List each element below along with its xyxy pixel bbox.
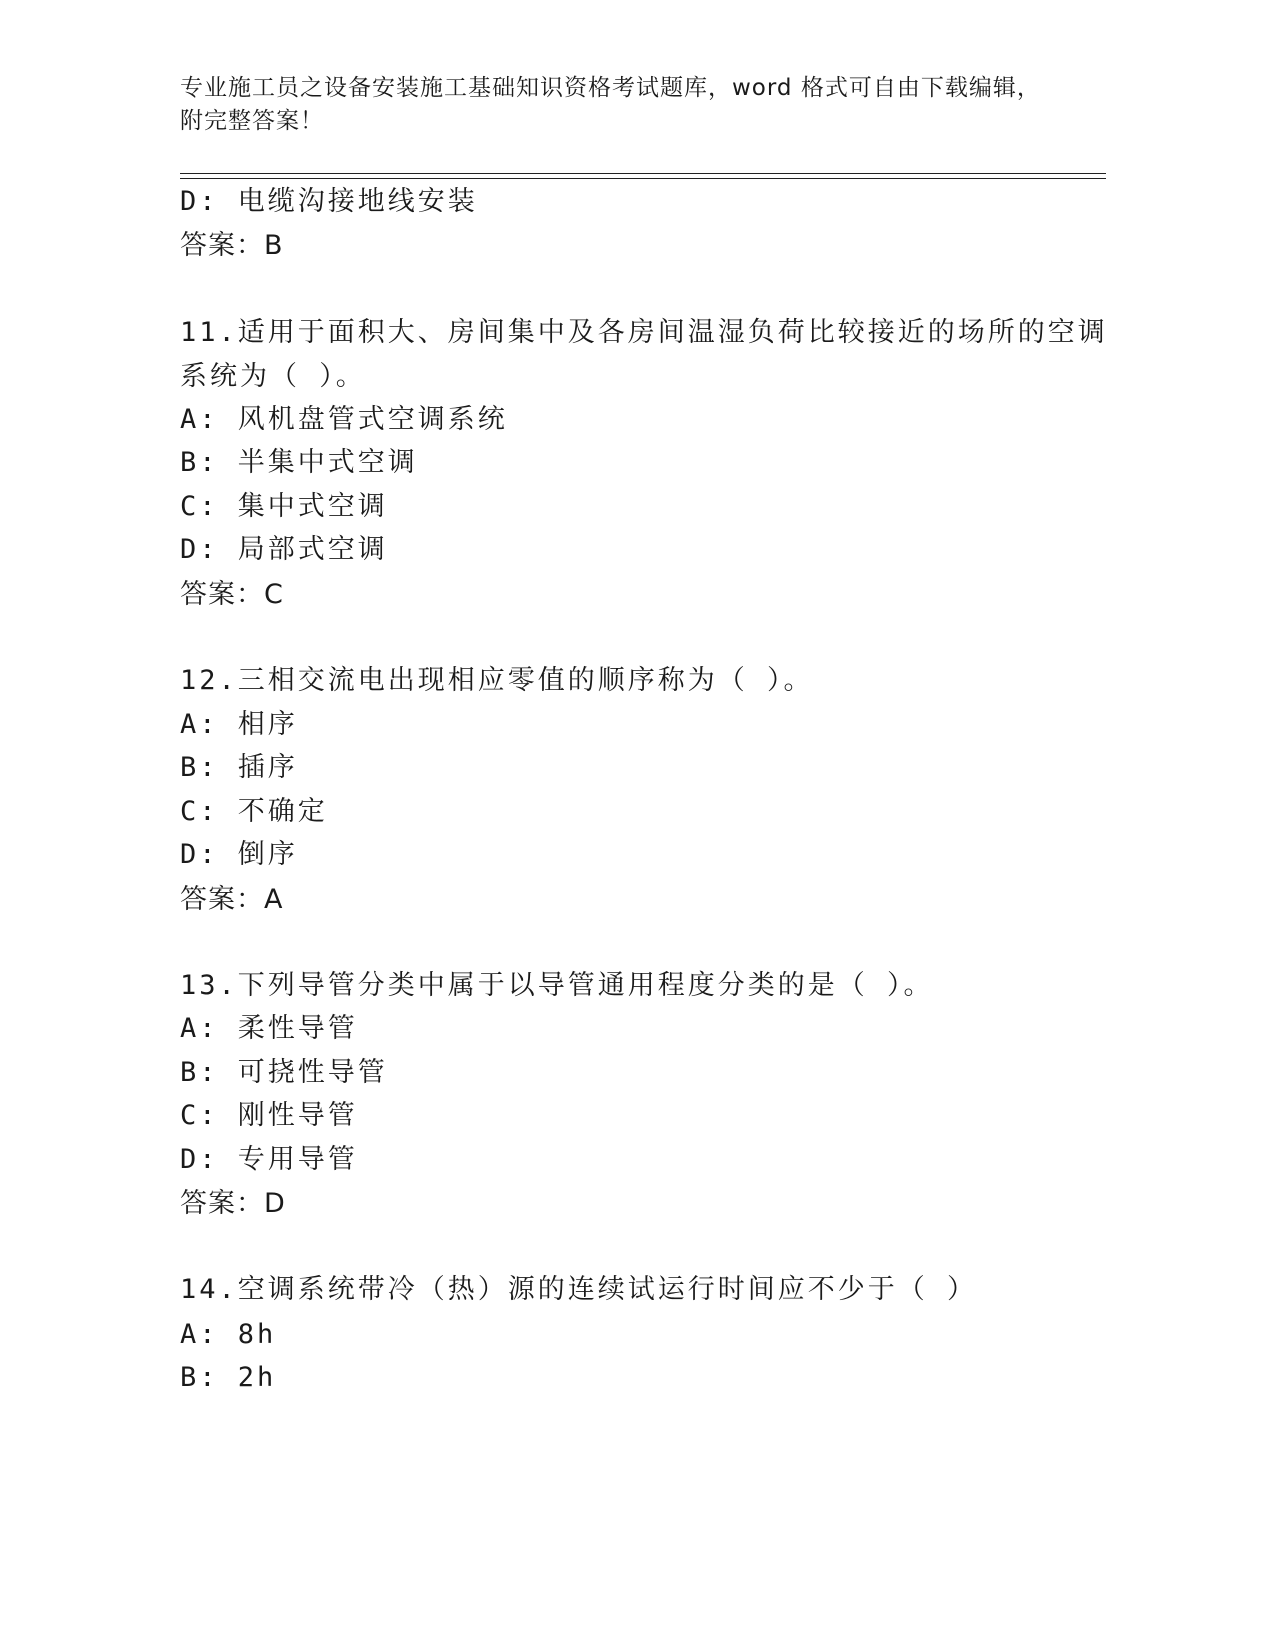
q11-option-a: A: 风机盘管式空调系统 — [180, 404, 508, 435]
q11-stem-line-2: 系统为（ ）。 — [180, 361, 366, 392]
q14-stem: 14.空调系统带冷（热）源的连续试运行时间应不少于（ ） — [180, 1274, 978, 1305]
header-divider-bottom — [180, 178, 1106, 179]
q12-answer: 答案：A — [180, 884, 284, 915]
header-line-1: 专业施工员之设备安装施工基础知识资格考试题库，word 格式可自由下载编辑， — [180, 75, 1041, 101]
q11-answer: 答案：C — [180, 579, 284, 610]
q13-option-c: C: 刚性导管 — [180, 1100, 358, 1131]
q11-option-b: B: 半集中式空调 — [180, 447, 418, 478]
q14-option-b: B: 2h — [180, 1362, 277, 1393]
q12-option-b: B: 插序 — [180, 752, 298, 783]
q12-option-a: A: 相序 — [180, 709, 298, 740]
q13-answer: 答案：D — [180, 1188, 286, 1219]
q11-option-d: D: 局部式空调 — [180, 534, 388, 565]
q12-option-d: D: 倒序 — [180, 839, 298, 870]
header-divider-top — [180, 173, 1106, 174]
q13-option-b: B: 可挠性导管 — [180, 1057, 388, 1088]
header-line-2: 附完整答案！ — [180, 108, 324, 134]
q13-option-d: D: 专用导管 — [180, 1144, 358, 1175]
q12-stem: 12.三相交流电出现相应零值的顺序称为（ ）。 — [180, 665, 814, 696]
q14-option-a: A: 8h — [180, 1319, 277, 1350]
q10-answer: 答案：B — [180, 230, 284, 261]
q11-option-c: C: 集中式空调 — [180, 491, 388, 522]
q12-option-c: C: 不确定 — [180, 796, 328, 827]
q10-option-d: D: 电缆沟接地线安装 — [180, 186, 478, 217]
document-header — [180, 72, 1080, 138]
q13-option-a: A: 柔性导管 — [180, 1013, 358, 1044]
q13-stem: 13.下列导管分类中属于以导管通用程度分类的是（ ）。 — [180, 970, 934, 1001]
q11-stem-line-1: 11.适用于面积大、房间集中及各房间温湿负荷比较接近的场所的空调 — [180, 317, 1108, 348]
